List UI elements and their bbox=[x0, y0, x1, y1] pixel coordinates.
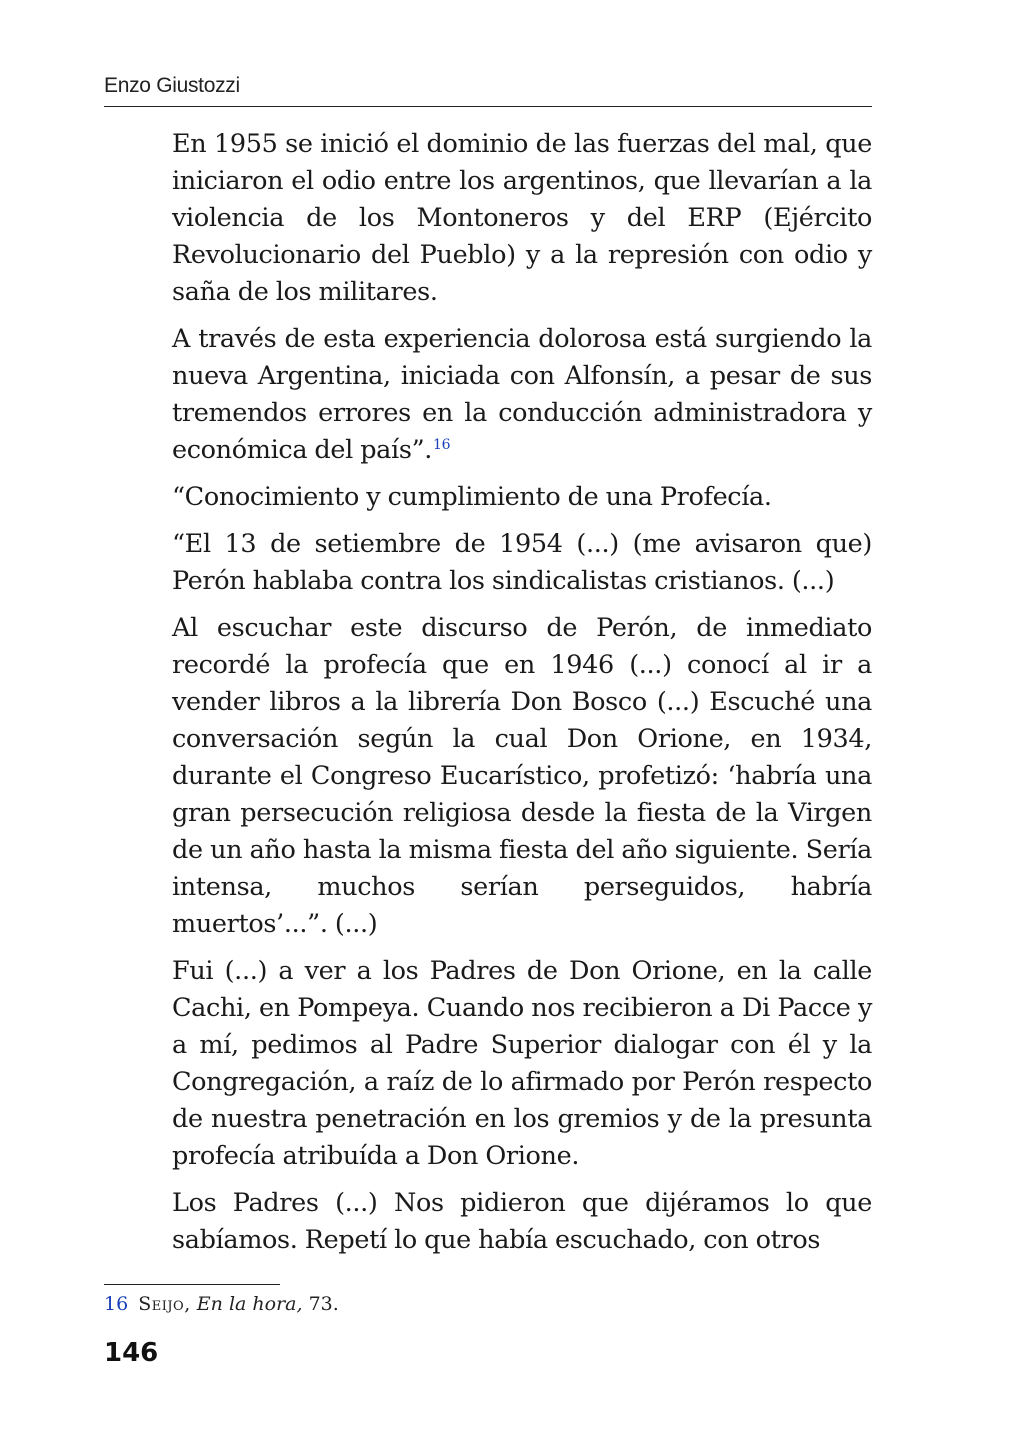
header-rule bbox=[104, 106, 872, 107]
footnote-number-link[interactable]: 16 bbox=[104, 1293, 129, 1315]
paragraph-1: En 1955 se inició el dominio de las fuerzas del mal, que iniciaron el odio entre los argentinos, que llevarían a la violencia de los Montoneros y del ERP (Ejército Revolucionario del Pueblo) y a la represión con odio y saña de los militares. bbox=[172, 129, 872, 307]
paragraph-7: Los Padres (...) Nos pidieron que dijéramos lo que sabíamos. Repetí lo que había escuchado, con otros bbox=[172, 1188, 872, 1255]
page-number: 146 bbox=[104, 1338, 159, 1368]
paragraph-5: Al escuchar este discurso de Perón, de inmediato recordé la profecía que en 1946 (...) conocí al ir a vender libros a la librería Don Bosco (...) Escuché una conversación según la cual Don Orione, en 1934, durante el Congreso Eucarístico, profetizó: ‘habría una gran persecución religiosa desde la fiesta de la Virgen de un año hasta la misma fiesta del año siguiente. Sería intensa, muchos serían perseguidos, habría muertos’...”. (...) bbox=[172, 613, 872, 939]
running-header: Enzo Giustozzi bbox=[104, 74, 240, 97]
footnote-page: 73. bbox=[308, 1293, 339, 1315]
paragraph-6: Fui (...) a ver a los Padres de Don Orione, en la calle Cachi, en Pompeya. Cuando nos recibieron a Di Pacce y a mí, pedimos al Padre Superior dialogar con él y la Congregación, a raíz de lo afirmado por Perón respecto de nuestra penetración en los gremios y de la presunta profecía atribuída a Don Orione. bbox=[172, 956, 872, 1171]
body-text bbox=[172, 126, 872, 1269]
footnote-reference-link[interactable]: 16 bbox=[433, 436, 451, 453]
paragraph-4: “El 13 de setiembre de 1954 (...) (me avisaron que) Perón hablaba contra los sindicalistas cristianos. (...) bbox=[172, 529, 872, 596]
paragraph-2 bbox=[172, 321, 872, 469]
paragraph-3: “Conocimiento y cumplimiento de una Profecía. bbox=[172, 482, 772, 512]
paragraph-2-text: A través de esta experiencia dolorosa está surgiendo la nueva Argentina, iniciada con Alfonsín, a pesar de sus tremendos errores en la conducción administradora y económica del país”. bbox=[172, 324, 872, 465]
footnote bbox=[104, 1293, 339, 1315]
footnote-title: En la hora, bbox=[196, 1293, 303, 1315]
footnote-author: Seijo, bbox=[138, 1293, 191, 1315]
footnote-rule bbox=[104, 1284, 280, 1285]
